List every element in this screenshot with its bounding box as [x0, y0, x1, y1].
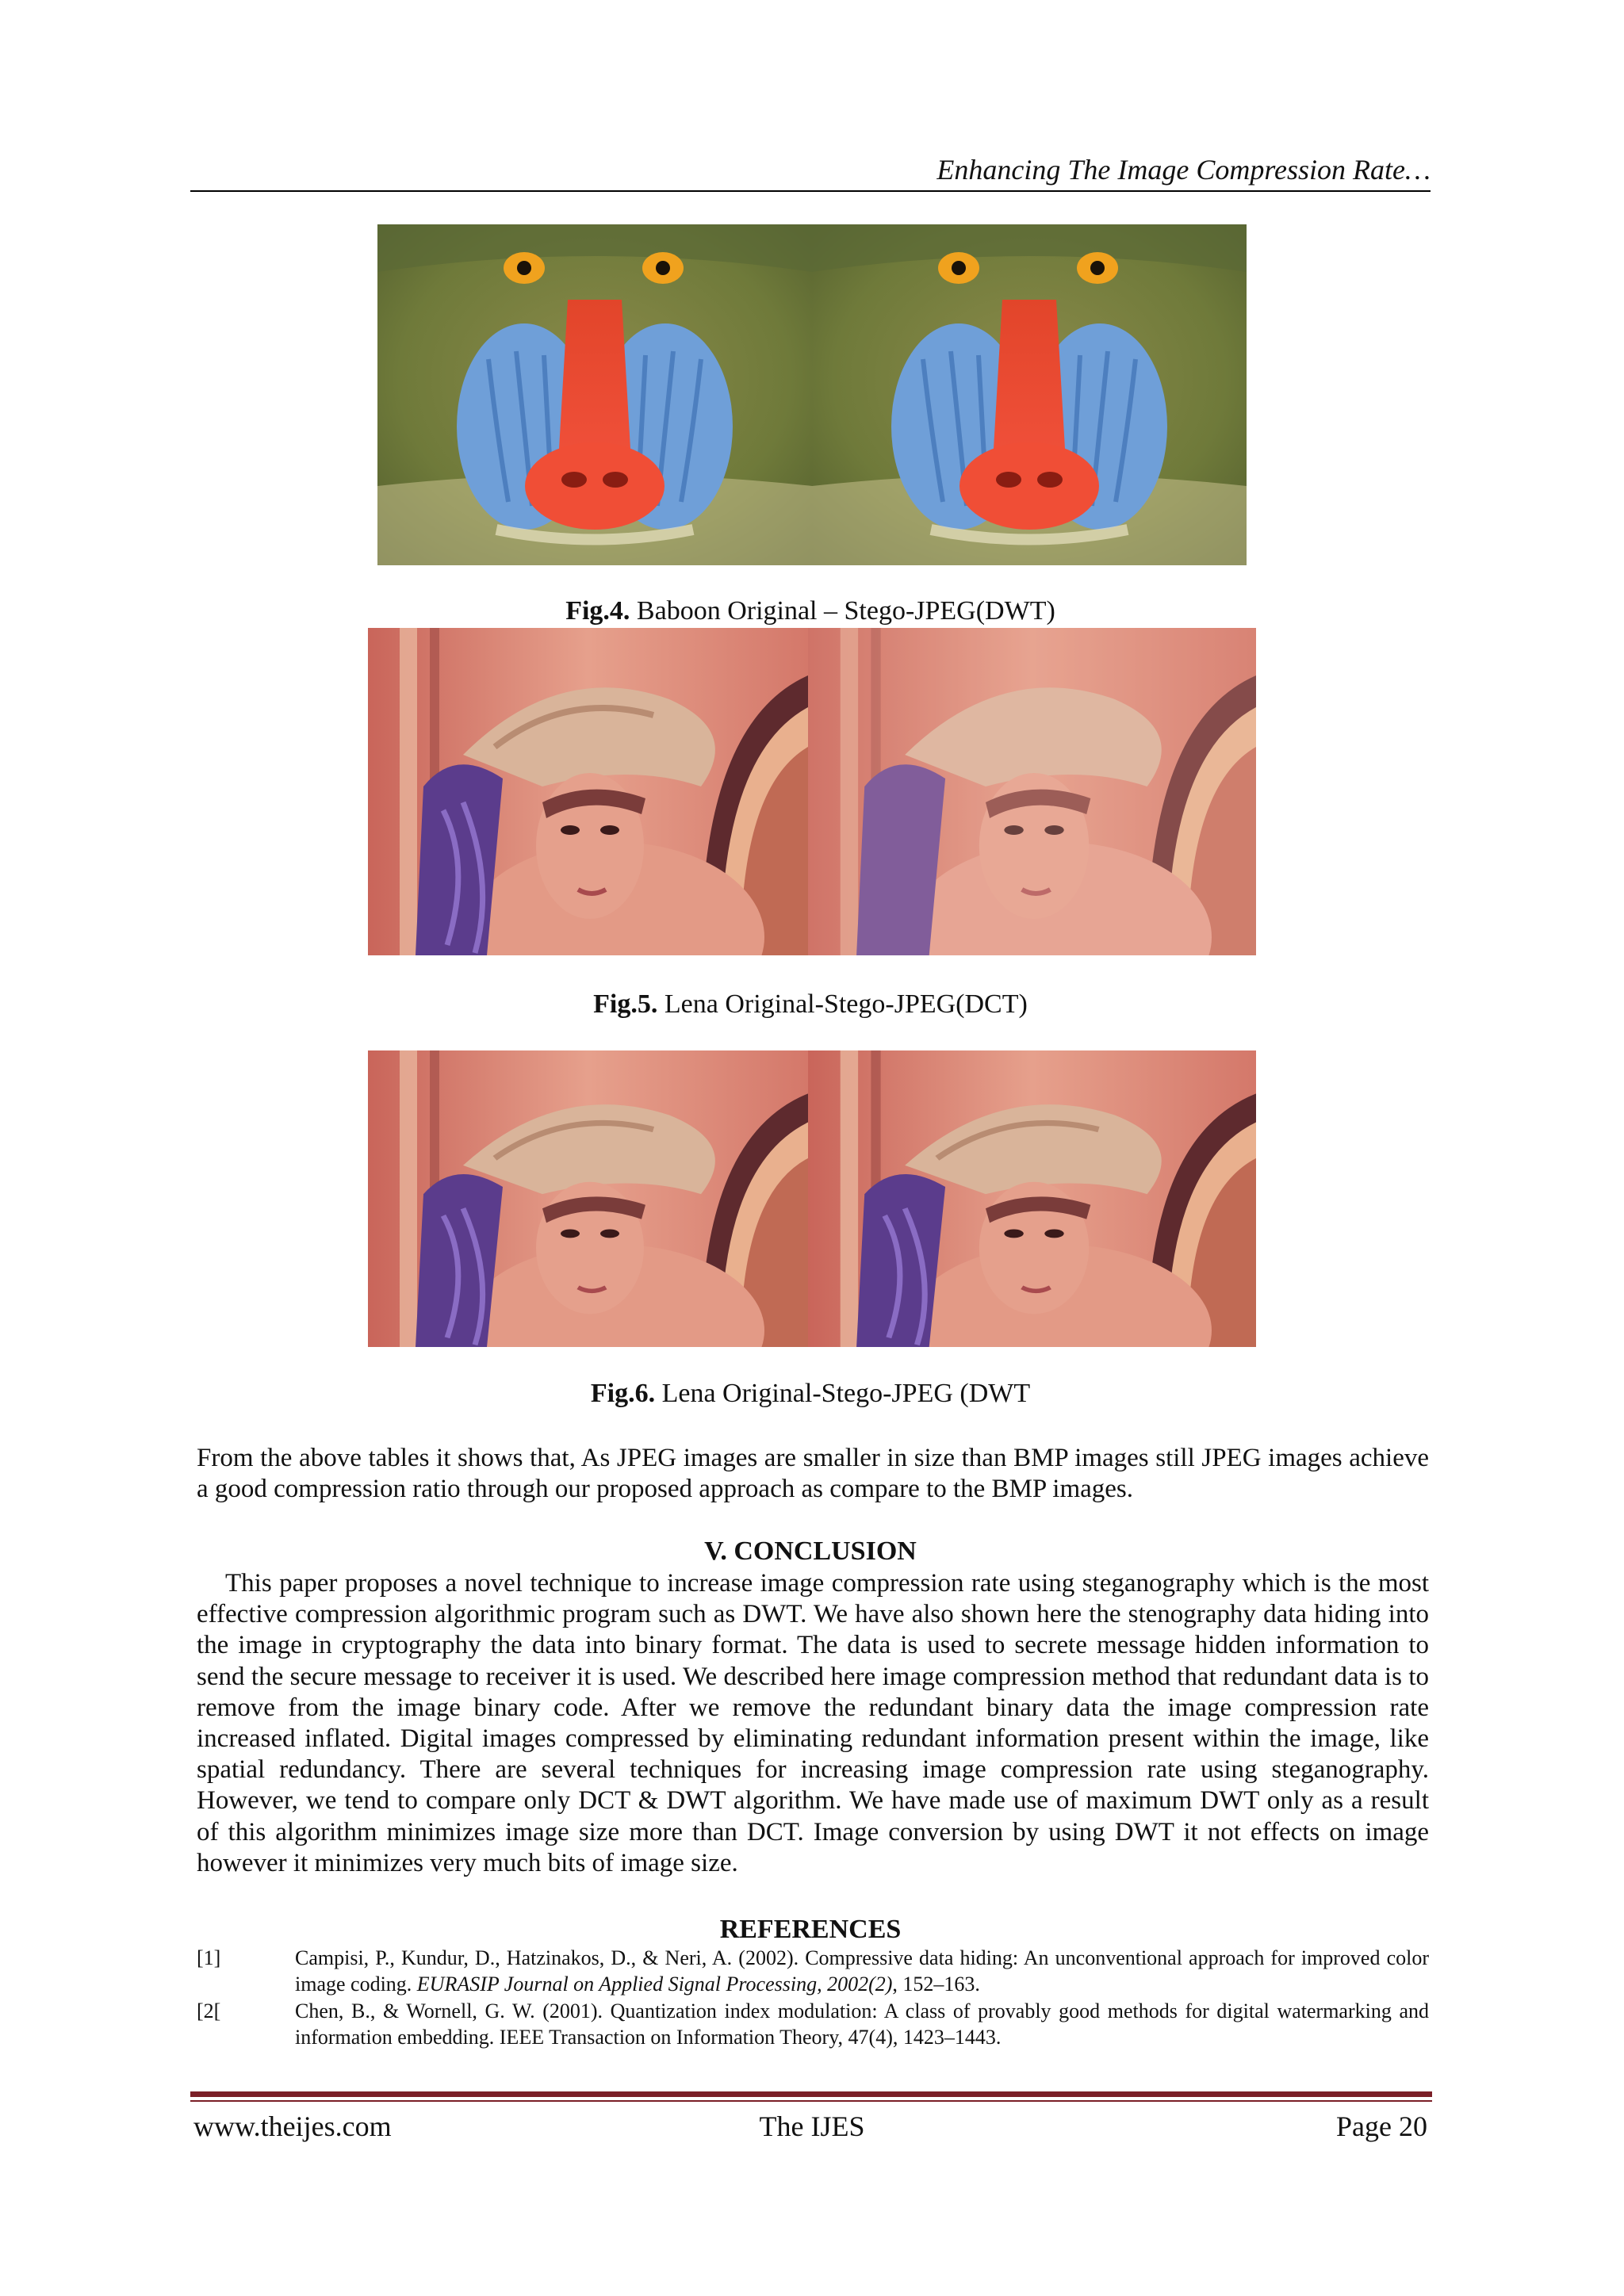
- conclusion-heading: V. CONCLUSION: [704, 1536, 917, 1566]
- lena-stego-dct-image: [808, 628, 1256, 955]
- footer-rule-thin: [190, 2100, 1432, 2102]
- lena-original-image-2: [368, 1050, 808, 1347]
- figure-6-images: [368, 1050, 1256, 1347]
- figure-5-caption-text: Lena Original-Stego-JPEG(DCT): [657, 989, 1028, 1019]
- figure-5-caption: [190, 988, 1431, 1021]
- reference-journal: EURASIP Journal on Applied Signal Processing, 2002(2): [416, 1973, 893, 1996]
- footer-page-number: Page 20: [1336, 2110, 1427, 2142]
- reference-number: [1]: [197, 1946, 221, 1969]
- running-title: Enhancing The Image Compression Rate…: [936, 154, 1431, 186]
- reference-text: [295, 1945, 1429, 1997]
- lena-stego-dwt-image: [808, 1050, 1256, 1347]
- reference-text: Chen, B., & Wornell, G. W. (2001). Quantization index modulation: A class of provably good methods for digital watermarking and information embedding. IEEE Transaction on Information Theory, 47(4), 1423–1443.: [295, 1999, 1429, 2049]
- figure-5-images: [368, 628, 1256, 955]
- lena-original-image: [368, 628, 808, 955]
- footer-rule: [190, 2091, 1432, 2097]
- figure-6-caption-text: Lena Original-Stego-JPEG (DWT: [655, 1379, 1031, 1408]
- header-rule: [190, 190, 1431, 192]
- reference-item: [197, 1945, 1429, 1997]
- figure-4-caption: [190, 595, 1431, 628]
- figure-4-images: [377, 224, 1247, 565]
- footer-website[interactable]: www.theijes.com: [193, 2110, 392, 2142]
- baboon-stego-dwt-image: [812, 224, 1247, 565]
- reference-text-body: Campisi, P., Kundur, D., Hatzinakos, D., & Neri, A. (2002). Compressive data hiding: An unconventional approach for improved color image coding.: [295, 1946, 1429, 1996]
- reference-number: [2[: [197, 1999, 221, 2022]
- reference-pages: , 152–163.: [892, 1973, 980, 1996]
- reference-item: [197, 1998, 1429, 2050]
- figure-4-label: Fig.4.: [565, 596, 630, 626]
- baboon-original-image: [377, 224, 812, 565]
- figure-5-label: Fig.5.: [593, 989, 658, 1019]
- figure-6-label: Fig.6.: [590, 1379, 656, 1408]
- conclusion-paragraph: This paper proposes a novel technique to increase image compression rate using steganography which is the most effective compression algorithmic program such as DWT. We have also shown here the stenography data hiding into the image in cryptography the data into binary format. The data is used to secrete message hidden information to send the secure message to receiver it is used. We described here image compression method that redundant data is to remove from the image binary code. After we remove the redundant binary data the image compression rate increased inflated. Digital images compressed by eliminating redundant information present within the image, like spatial redundancy. There are several techniques for increasing image compression rate using steganography. However, we tend to compare only DCT & DWT algorithm. We have made use of maximum DWT only as a result of this algorithm minimizes image size more than DCT. Image conversion by using DWT it not effects on image however it minimizes very much bits of image size.: [197, 1569, 1429, 1877]
- figure-4-caption-text: Baboon Original – Stego-JPEG(DWT): [630, 596, 1055, 626]
- intro-paragraph: From the above tables it shows that, As JPEG images are smaller in size than BMP images still JPEG images achieve a good compression ratio through our proposed approach as compare to the BMP images.: [197, 1444, 1429, 1504]
- footer-journal: The IJES: [759, 2110, 865, 2142]
- references-heading: REFERENCES: [719, 1915, 902, 1944]
- figure-6-caption: [190, 1377, 1431, 1410]
